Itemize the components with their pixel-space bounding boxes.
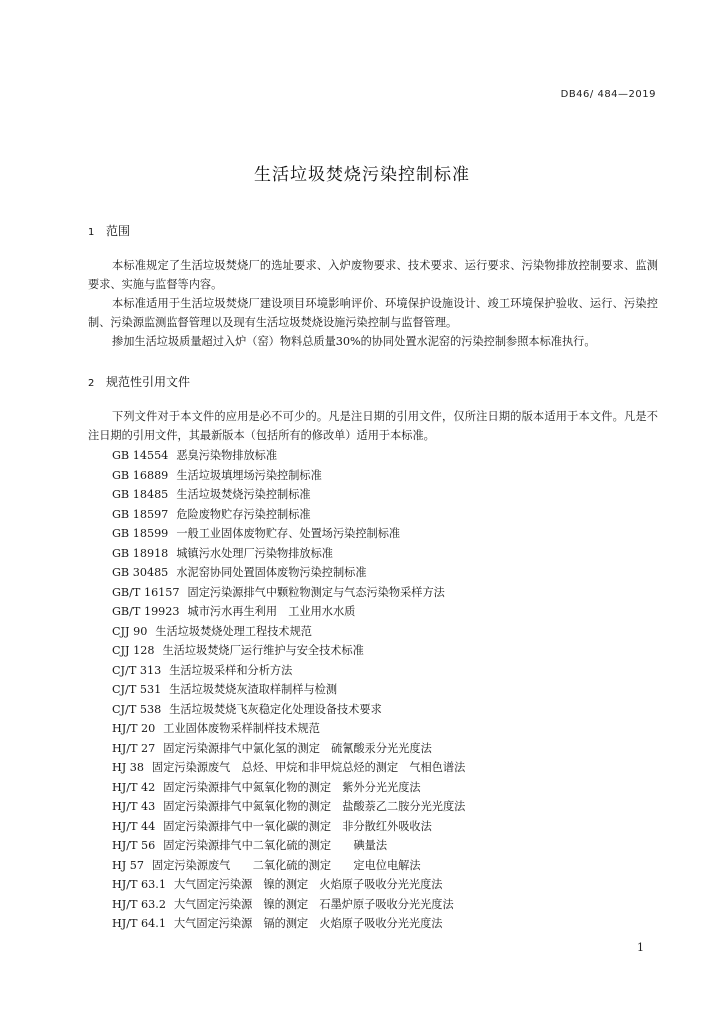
reference-code: GB 30485 (112, 566, 169, 579)
reference-code: CJ/T 538 (112, 702, 162, 716)
reference-item (112, 895, 672, 915)
reference-item (112, 739, 672, 759)
reference-title: 一般工业固体废物贮存、处置场污染控制标准 (176, 527, 401, 540)
reference-item (112, 836, 672, 856)
reference-code: CJJ 90 (112, 624, 148, 638)
reference-item (112, 817, 672, 837)
reference-code: GB 16889 (112, 468, 169, 482)
reference-title: 生活垃圾焚烧灰渣取样制样与检测 (169, 683, 338, 696)
scope-paragraph-2: 本标准适用于生活垃圾焚烧厂建设项目环境影响评价、环境保护设施设计、竣工环境保护验收、运行、污染控制、污染源监测监督管理以及现有生活垃圾焚烧设施污染控制与监督管理。 (88, 297, 658, 329)
reference-title: 工业固体废物采样制样技术规范 (163, 722, 320, 735)
reference-code: HJ/T 56 (112, 839, 156, 852)
reference-code: CJ/T 531 (112, 683, 162, 696)
reference-title: 城市污水再生利用 工业用水水质 (187, 605, 356, 618)
reference-code: HJ/T 63.2 (112, 897, 166, 911)
reference-item (112, 680, 672, 700)
reference-code: GB 18918 (112, 546, 169, 560)
reference-code: HJ/T 27 (112, 741, 156, 755)
reference-code: GB 14554 (112, 449, 169, 462)
section-title: 范围 (106, 224, 131, 238)
reference-title: 固定污染源排气中氮氧化物的测定 盐酸萘乙二胺分光光度法 (163, 800, 466, 813)
reference-title: 固定污染源排气中颗粒物测定与气态污染物采样方法 (187, 585, 445, 599)
reference-code: HJ/T 44 (112, 819, 156, 833)
reference-list (112, 446, 672, 934)
section-title: 规范性引用文件 (106, 375, 191, 389)
scope-paragraph-3: 掺加生活垃圾质量超过入炉（窑）物料总质量30%的协同处置水泥窑的污染控制参照本标准执行。 (112, 335, 596, 348)
reference-item (112, 778, 672, 798)
reference-item (112, 914, 672, 934)
reference-item (112, 544, 672, 564)
reference-item (112, 466, 672, 486)
reference-title: 固定污染源排气中二氧化硫的测定 碘量法 (163, 839, 388, 852)
reference-title: 固定污染源排气中氮氧化物的测定 紫外分光光度法 (163, 780, 421, 794)
reference-item (112, 641, 672, 661)
reference-code: CJJ 128 (112, 644, 155, 657)
reference-code: GB 18485 (112, 488, 169, 501)
reference-code: GB 18599 (112, 527, 169, 540)
reference-item (112, 505, 672, 525)
section-number: 2 (88, 378, 95, 389)
reference-code: GB/T 19923 (112, 605, 180, 618)
page-number: 1 (637, 941, 644, 954)
reference-title: 生活垃圾采样和分析方法 (169, 663, 293, 677)
section-number: 1 (88, 227, 95, 238)
reference-title: 生活垃圾焚烧污染控制标准 (176, 488, 311, 501)
reference-title: 大气固定污染源 镍的测定 石墨炉原子吸收分光光度法 (173, 897, 454, 911)
reference-title: 大气固定污染源 镍的测定 火焰原子吸收分光光度法 (173, 878, 443, 891)
reference-title: 水泥窑协同处置固体废物污染控制标准 (176, 566, 367, 579)
reference-title: 生活垃圾焚烧处理工程技术规范 (155, 624, 312, 638)
reference-title: 生活垃圾焚烧厂运行维护与安全技术标准 (162, 644, 364, 657)
reference-title: 城镇污水处理厂污染物排放标准 (176, 546, 333, 560)
reference-code: HJ/T 20 (112, 722, 156, 735)
reference-item (112, 622, 672, 642)
reference-item (112, 602, 672, 622)
reference-code: HJ/T 63.1 (112, 878, 166, 891)
reference-item (112, 661, 672, 681)
reference-code: HJ 38 (112, 761, 145, 774)
reference-item (112, 758, 672, 778)
reference-item (112, 583, 672, 603)
reference-item (112, 485, 672, 505)
reference-title: 恶臭污染物排放标准 (176, 449, 278, 462)
reference-title: 危险废物贮存污染控制标准 (176, 507, 311, 521)
section-heading-normative-references (88, 373, 190, 390)
section-heading-scope (88, 222, 130, 239)
reference-code: CJ/T 313 (112, 663, 162, 677)
reference-item (112, 446, 672, 466)
reference-item (112, 875, 672, 895)
reference-code: GB 18597 (112, 507, 169, 521)
reference-code: HJ/T 64.1 (112, 917, 166, 930)
standard-code: DB46/ 484—2019 (560, 89, 656, 100)
reference-title: 固定污染源废气 总烃、甲烷和非甲烷总烃的测定 气相色谱法 (152, 761, 466, 774)
reference-item (112, 856, 672, 876)
reference-code: HJ 57 (112, 858, 145, 872)
reference-item (112, 524, 672, 544)
reference-title: 生活垃圾填埋场污染控制标准 (176, 468, 322, 482)
reference-code: HJ/T 43 (112, 800, 156, 813)
reference-title: 固定污染源排气中一氧化碳的测定 非分散红外吸收法 (163, 819, 432, 833)
references-intro-paragraph: 下列文件对于本文件的应用是必不可少的。凡是注日期的引用文件，仅所注日期的版本适用于本文件。凡是不注日期的引用文件，其最新版本（包括所有的修改单）适用于本标准。 (88, 410, 658, 442)
reference-title: 生活垃圾焚烧飞灰稳定化处理设备技术要求 (169, 702, 382, 716)
reference-item (112, 719, 672, 739)
reference-item (112, 700, 672, 720)
reference-item (112, 563, 672, 583)
reference-title: 大气固定污染源 镉的测定 火焰原子吸收分光光度法 (173, 917, 443, 930)
document-title: 生活垃圾焚烧污染控制标准 (254, 165, 470, 185)
reference-code: HJ/T 42 (112, 780, 156, 794)
reference-title: 固定污染源排气中氯化氢的测定 硫氰酸汞分光光度法 (163, 741, 432, 755)
reference-title: 固定污染源废气 二氧化硫的测定 定电位电解法 (152, 858, 421, 872)
reference-item (112, 797, 672, 817)
scope-paragraph-1: 本标准规定了生活垃圾焚烧厂的选址要求、入炉废物要求、技术要求、运行要求、污染物排放控制要求、监测要求、实施与监督等内容。 (88, 259, 658, 291)
reference-code: GB/T 16157 (112, 585, 180, 599)
